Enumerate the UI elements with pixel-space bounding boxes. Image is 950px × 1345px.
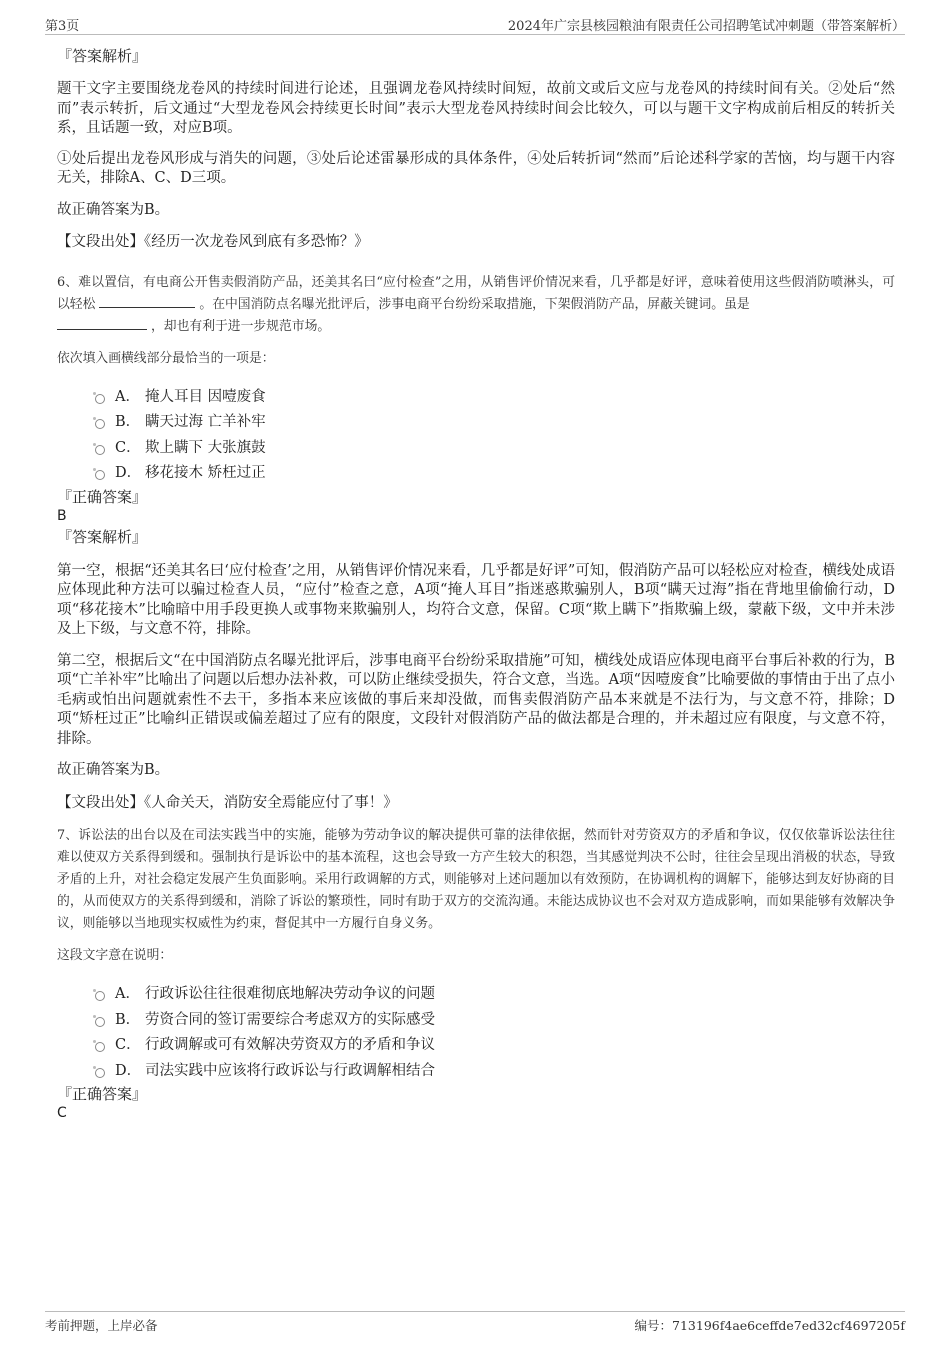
q6-stem-part-3: ，却也有利于进一步规范市场。 [151, 318, 331, 334]
radio-icon[interactable] [95, 991, 105, 1001]
q5-analysis-paragraph-1: 题干文字主要围绕龙卷风的持续时间进行论述，且强调龙卷风持续时间短，故前文或后文应与龙卷风的持续时间有关。②处后“然而”表示转折，后文通过“大型龙卷风会持续更长时间”表示大型龙卷风持续时间会比较久，可以与题干文字构成前后相反的转折关系，且话题一致，对应B项。 [57, 81, 895, 136]
q6-source: 【文段出处】《人命关天，消防安全焉能应付了事！》 [57, 794, 398, 811]
q6-analysis-paragraph-2: 第二空，根据后文“在中国消防点名曝光批评后，涉事电商平台纷纷采取措施”可知，横线处成语应体现电商平台事后补救的行为，B项“亡羊补牢”比喻出了问题以后想办法补救，可以防止继续受损失，符合文意，当选。A项“因噎废食”比喻要做的事情由于出了点小毛病或怕出问题就索性不去干，多指本来应该做的事后来却没做，而售卖假消防产品本来就是不法行为，与文意不符，排除；D项“矫枉过正”比喻纠正错误或偏差超过了应有的限度，文段针对假消防产品的做法都是合理的，并未超过应有限度，与文意不符，排除。 [57, 652, 895, 747]
q6-stem-part-1: 6、难以置信，有电商公开售卖假消防产品，还美其名曰“应付检查”之用，从销售评价情况来看，几乎都是好评，意味着使用这些假消防喷淋头，可以轻松 [57, 274, 895, 312]
radio-icon[interactable] [95, 394, 105, 404]
page-footer [45, 1311, 905, 1334]
q6-option-a[interactable]: A． 掩人耳目 因噎废食 [57, 385, 895, 411]
q6-prompt: 依次填入画横线部分最恰当的一项是： [57, 350, 275, 366]
radio-icon[interactable] [95, 1017, 105, 1027]
q7-prompt: 这段文字意在说明： [57, 948, 173, 963]
q6-option-c[interactable]: C． 欺上瞒下 大张旗鼓 [57, 436, 895, 462]
q7-option-a[interactable]: A． 行政诉讼往往很难彻底地解决劳动争议的问题 [57, 982, 895, 1008]
q5-source: 【文段出处】《经历一次龙卷风到底有多恐怖？》 [57, 234, 369, 250]
radio-icon[interactable] [95, 470, 105, 480]
q5-analysis-label: 『答案解析』 [57, 47, 148, 65]
q6-stem-part-2: 。在中国消防点名曝光批评后，涉事电商平台纷纷采取措施，下架假消防产品，屏蔽关键词。虽是 [199, 296, 750, 312]
radio-icon[interactable] [95, 1068, 105, 1078]
q7-options [57, 982, 895, 1084]
radio-icon[interactable] [95, 419, 105, 429]
page-content [57, 46, 895, 1122]
page-header [45, 12, 905, 35]
q7-option-b[interactable]: B． 劳资合同的签订需要综合考虑双方的实际感受 [57, 1008, 895, 1034]
fill-blank-2 [57, 317, 147, 330]
q7-answer-label: 『正确答案』 [57, 1085, 148, 1103]
q6-options [57, 385, 895, 487]
q6-analysis-label: 『答案解析』 [57, 527, 148, 546]
footer-slogan: 考前押题，上岸必备 [45, 1318, 158, 1333]
radio-icon[interactable] [95, 445, 105, 455]
q6-conclusion: 故正确答案为B。 [57, 762, 170, 778]
fill-blank-1 [99, 295, 195, 308]
document-id: 编号：713196f4ae6ceffde7ed32cf4697205f [634, 1318, 905, 1333]
q6-stem [57, 272, 895, 338]
q5-analysis-paragraph-2: ①处后提出龙卷风形成与消失的问题，③处后论述雷暴形成的具体条件，④处后转折词“然而”后论述科学家的苦恼，均与题干内容无关，排除A、C、D三项。 [57, 150, 895, 186]
q6-option-b[interactable]: B． 瞒天过海 亡羊补牢 [57, 410, 895, 436]
q7-stem: 7、诉讼法的出台以及在司法实践当中的实施，能够为劳动争议的解决提供可靠的法律依据，然而针对劳资双方的矛盾和争议，仅仅依靠诉讼法往往难以使双方关系得到缓和。强制执行是诉讼中的基本流程，这也会导致一方产生较大的积怨，当其感觉判决不公时，往往会呈现出消极的状态，导致矛盾的上升，对社会稳定发展产生负面影响。采用行政调解的方式，则能够对上述问题加以有效预防，在协调机构的调解下，能够达到友好协商的目的，从而使双方的关系得到缓和，消除了诉讼的繁琐性，同时有助于双方的交流沟通。未能达成协议也不会对双方造成影响，而如果能够有效解决争议，则能够以当地现实权威性为约束，督促其中一方履行自身义务。 [57, 828, 895, 931]
page-number: 第3页 [45, 19, 80, 34]
radio-icon[interactable] [95, 1042, 105, 1052]
q7-option-c[interactable]: C． 行政调解或可有效解决劳资双方的矛盾和争议 [57, 1033, 895, 1059]
q5-conclusion: 故正确答案为B。 [57, 201, 170, 218]
q6-option-d[interactable]: D． 移花接木 矫枉过正 [57, 461, 895, 487]
q6-answer: B [57, 507, 67, 524]
document-title: 2024年广宗县核园粮油有限责任公司招聘笔试冲刺题（带答案解析） [507, 19, 905, 34]
q7-option-d[interactable]: D． 司法实践中应该将行政诉讼与行政调解相结合 [57, 1059, 895, 1085]
q7-answer: C [57, 1105, 67, 1121]
q6-answer-label: 『正确答案』 [57, 487, 148, 506]
q6-analysis-paragraph-1: 第一空，根据“还美其名曰‘应付检查’之用，从销售评价情况来看，几乎都是好评”可知，假消防产品可以轻松应对检查，横线处成语应体现此种方法可以骗过检查人员，“应付”检查之意，A项“掩人耳目”指迷惑欺骗别人，B项“瞒天过海”指在背地里偷偷行动，D项“移花接木”比喻暗中用手段更换人或事物来欺骗别人，均符合文意，保留。C项“欺上瞒下”指欺骗上级，蒙蔽下级，文中并未涉及上下级，与文意不符，排除。 [57, 562, 895, 637]
